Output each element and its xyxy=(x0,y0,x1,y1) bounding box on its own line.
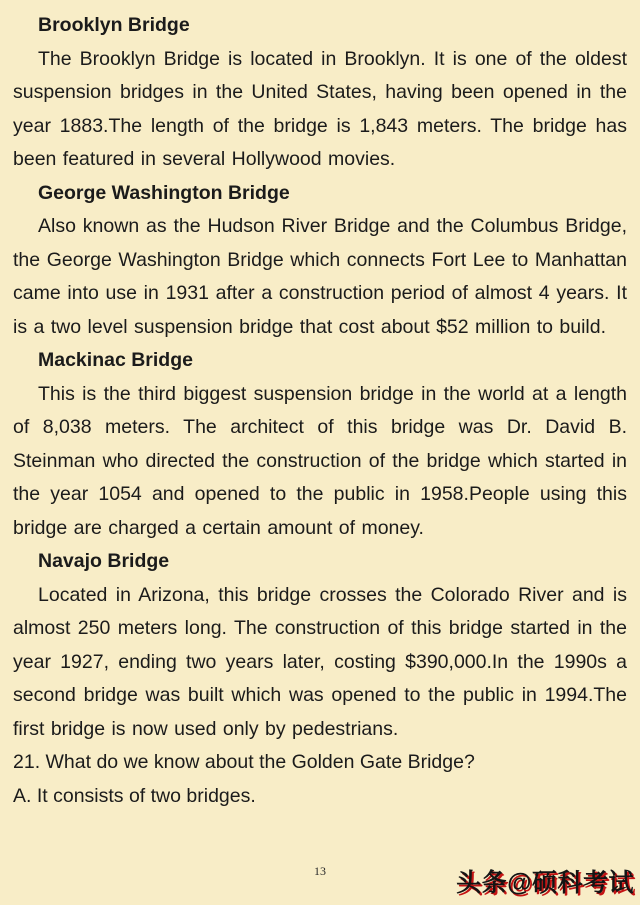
section-brooklyn-bridge xyxy=(13,9,627,177)
section-heading: Navajo Bridge xyxy=(38,550,170,572)
section-heading: Brooklyn Bridge xyxy=(38,14,190,36)
section-george-washington-bridge xyxy=(13,177,627,345)
section-mackinac-bridge xyxy=(13,344,627,545)
section-navajo-bridge xyxy=(13,545,627,746)
page-number: 13 xyxy=(314,864,326,878)
section-body: The Brooklyn Bridge is located in Brooklyn. It is one of the oldest suspension bridges in the United States, having been opened in the year 1883.The length of the bridge is 1,843 meters. The bridge has been featured in several Hollywood movies. xyxy=(13,47,627,170)
section-body: This is the third biggest suspension bridge in the world at a length of 8,038 meters. The architect of this bridge was Dr. David B. Steinman who directed the construction of the bridge which started in the year 1054 and opened to the public in 1958.People using this bridge are charged a certain amount of money. xyxy=(13,382,627,539)
section-heading: George Washington Bridge xyxy=(38,181,290,204)
question-21-text: 21. What do we know about the Golden Gate Bridge? xyxy=(13,751,475,773)
section-heading: Mackinac Bridge xyxy=(38,349,193,371)
question-21-option-a: A. It consists of two bridges. xyxy=(13,784,256,807)
section-body: Also known as the Hudson River Bridge and the Columbus Bridge, the George Washington Bridge which connects Fort Lee to Manhattan came into use in 1931 after a construction period of almost 4 years. It is a two level suspension bridge that cost about $52 million to build. xyxy=(13,215,627,338)
section-body: Located in Arizona, this bridge crosses the Colorado River and is almost 250 meters long. The construction of this bridge started in the year 1927, ending two years later, costing $390,000.In the 1990s a second bridge was built which was opened to the public in 1994.The first bridge is now used only by pedestrians. xyxy=(13,583,627,740)
watermark-text: 头条@硕科考试 xyxy=(456,869,634,897)
